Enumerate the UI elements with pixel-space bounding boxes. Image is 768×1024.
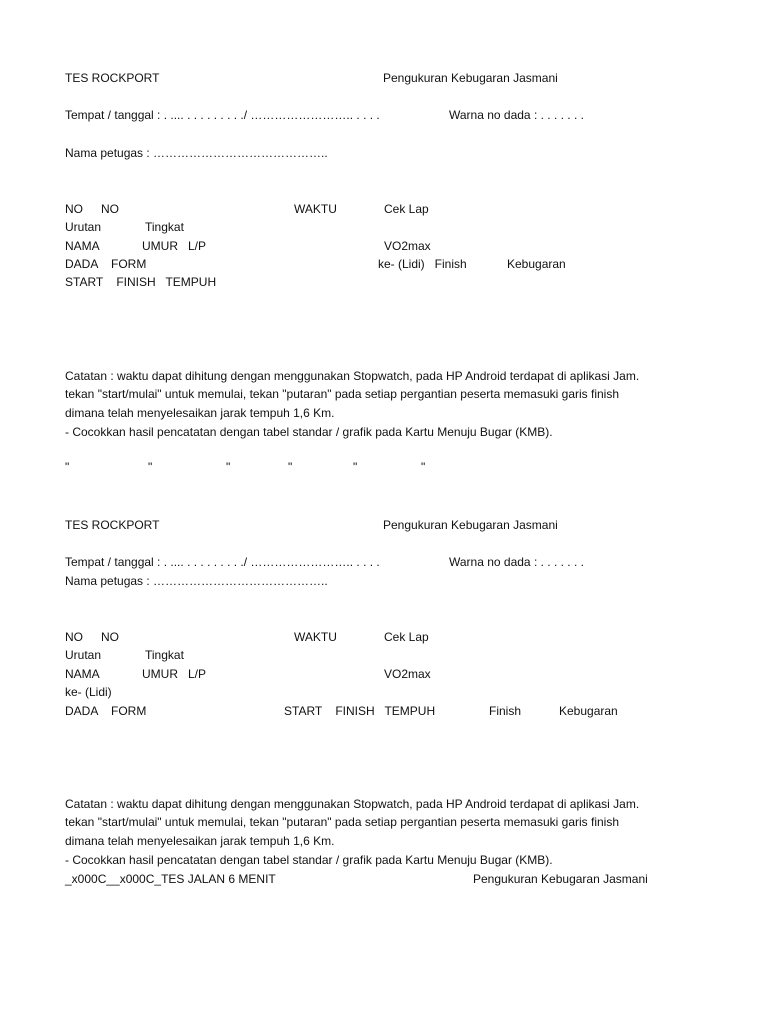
header-dada-form: DADA FORM — [65, 704, 147, 718]
header-vo2max: VO2max — [384, 667, 431, 681]
section-3-title: _x000C__x000C_TES JALAN 6 MENIT — [65, 872, 276, 886]
section-3-heading-right: Pengukuran Kebugaran Jasmani — [473, 872, 648, 886]
header-dada-form: DADA FORM — [65, 257, 147, 271]
section-1-warna-no-dada: Warna no dada : . . . . . . . — [449, 108, 584, 122]
header-waktu: WAKTU — [294, 202, 337, 216]
header-kebugaran: Kebugaran — [507, 257, 566, 271]
catatan-line: dimana telah menyelesaikan jarak tempuh 1,6 Km. — [65, 406, 335, 420]
header-ke-lidi: ke- (Lidi) — [65, 685, 112, 699]
ditto-mark: " — [65, 460, 70, 474]
ditto-mark: " — [421, 460, 426, 474]
ditto-mark: " — [148, 460, 153, 474]
header-umur-lp: UMUR L/P — [142, 667, 207, 681]
header-no-1: NO — [65, 630, 83, 644]
header-no-2: NO — [101, 630, 119, 644]
catatan-line: dimana telah menyelesaikan jarak tempuh 1,6 Km. — [65, 834, 335, 848]
header-urutan: Urutan — [65, 648, 102, 662]
section-1-tempat-tanggal: Tempat / tanggal : . .... . . . . . . . . ./ …………………….. . . . . — [65, 108, 380, 122]
catatan-line: - Cocokkan hasil pencatatan dengan tabel standar / grafik pada Kartu Menuju Bugar (KMB). — [65, 425, 553, 439]
catatan-line: tekan "start/mulai" untuk memulai, tekan "putaran" pada setiap pergantian peserta memasuki garis finish — [65, 387, 619, 401]
catatan-line: - Cocokkan hasil pencatatan dengan tabel standar / grafik pada Kartu Menuju Bugar (KMB). — [65, 853, 553, 867]
header-start-finish-tempuh: START FINISH TEMPUH — [284, 704, 436, 718]
catatan-line: tekan "start/mulai" untuk memulai, tekan "putaran" pada setiap pergantian peserta memasuki garis finish — [65, 815, 619, 829]
section-2-heading-right: Pengukuran Kebugaran Jasmani — [383, 518, 558, 532]
catatan-line: Catatan : waktu dapat dihitung dengan menggunakan Stopwatch, pada HP Android terdapat di aplikasi Jam. — [65, 369, 640, 383]
ditto-mark: " — [226, 460, 231, 474]
section-1-title: TES ROCKPORT — [65, 71, 160, 85]
section-2-tempat-tanggal: Tempat / tanggal : . .... . . . . . . . . ./ …………………….. . . . . — [65, 555, 380, 569]
header-no-2: NO — [101, 202, 119, 216]
section-1-nama-petugas: Nama petugas : …………………………………….. — [65, 146, 328, 160]
header-tingkat: Tingkat — [145, 220, 184, 234]
section-1-heading-right: Pengukuran Kebugaran Jasmani — [383, 71, 558, 85]
header-tingkat: Tingkat — [145, 648, 184, 662]
header-start-finish-tempuh: START FINISH TEMPUH — [65, 275, 217, 289]
header-cek-lap: Cek Lap — [384, 202, 429, 216]
header-waktu: WAKTU — [294, 630, 337, 644]
ditto-mark: " — [353, 460, 358, 474]
header-vo2max: VO2max — [384, 239, 431, 253]
header-urutan: Urutan — [65, 220, 102, 234]
header-finish: Finish — [489, 704, 522, 718]
header-nama: NAMA — [65, 239, 100, 253]
header-cek-lap: Cek Lap — [384, 630, 429, 644]
header-nama: NAMA — [65, 667, 100, 681]
header-umur-lp: UMUR L/P — [142, 239, 207, 253]
catatan-line: Catatan : waktu dapat dihitung dengan menggunakan Stopwatch, pada HP Android terdapat di aplikasi Jam. — [65, 797, 640, 811]
section-2-nama-petugas: Nama petugas : …………………………………….. — [65, 574, 328, 588]
section-2-title: TES ROCKPORT — [65, 518, 160, 532]
section-2-warna-no-dada: Warna no dada : . . . . . . . — [449, 555, 584, 569]
header-no-1: NO — [65, 202, 83, 216]
header-kebugaran: Kebugaran — [559, 704, 618, 718]
ditto-mark: " — [288, 460, 293, 474]
header-ke-lidi-finish: ke- (Lidi) Finish — [378, 257, 467, 271]
